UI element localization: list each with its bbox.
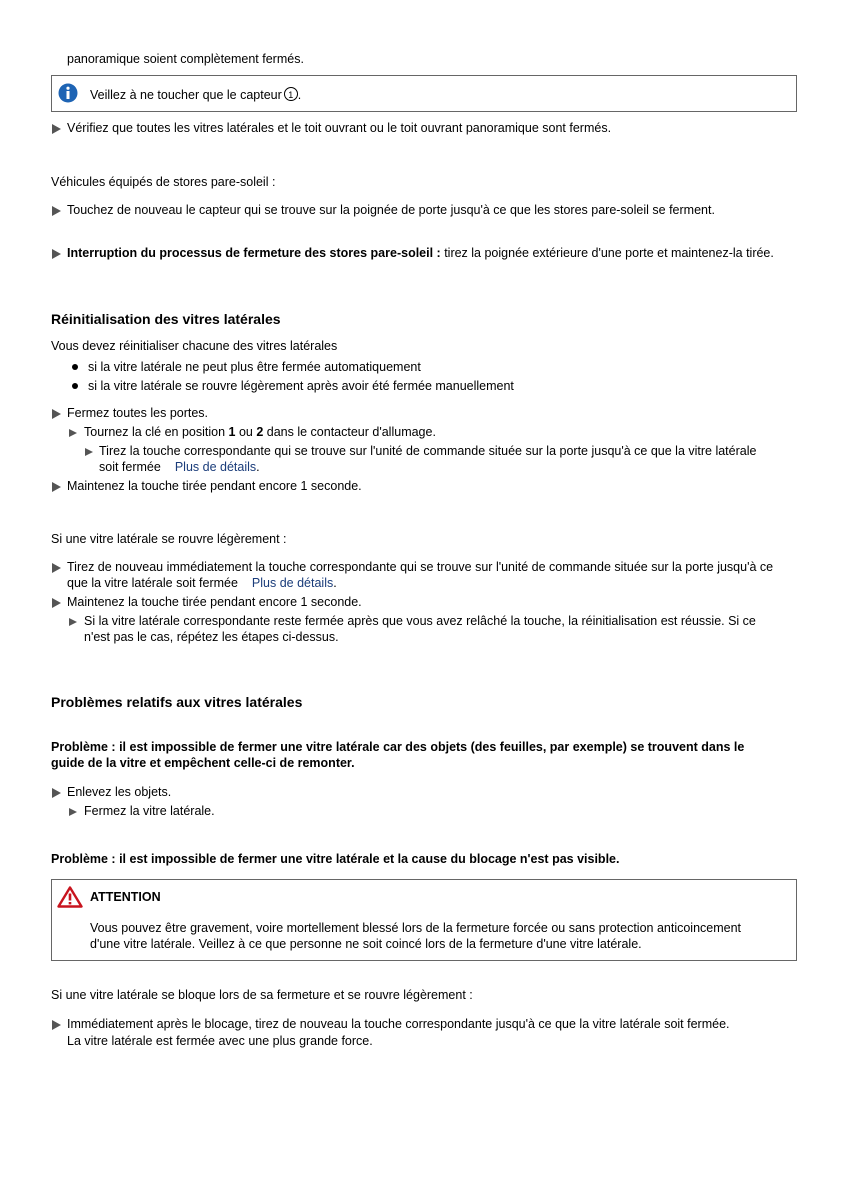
reset-step-3-line-1: Tirez la touche correspondante qui se trouve sur l'unité de commande située sur la porte jusqu'à ce que la vitre latérale [99,444,757,458]
arrow-icon [52,409,61,419]
problem-1-line-1: Problème : il est impossible de fermer une vitre latérale car des objets (des feuilles, par exemple) se trouvent dans le [51,740,745,754]
problem-2: Problème : il est impossible de fermer une vitre latérale et la cause du blocage n'est pas visible. [51,852,620,866]
info-note [51,75,797,112]
reopen-step-3-line-1: Si la vitre latérale correspondante reste fermée après que vous avez relâché la touche, la réinitialisation est réussie. Si ce [84,614,756,628]
warning-title: ATTENTION [90,890,161,904]
more-details-link[interactable]: Plus de détails [174,460,257,474]
reopen-step-1-line-2: que la vitre latérale soit fermée Plus de détails. [67,576,337,590]
arrow-icon [52,598,61,608]
reopen-step-1-line-1: Tirez de nouveau immédiatement la touche correspondante qui se trouve sur l'unité de commande située sur la porte jusqu'à ce [67,560,774,574]
verify-step: Vérifiez que toutes les vitres latérales et le toit ouvrant ou le toit ouvrant panoramique sont fermés. [67,121,612,135]
arrow-icon [52,206,61,216]
problem-1-step-1: Enlevez les objets. [67,785,172,799]
warning-text-line-1: Vous pouvez être gravement, voire mortellement blessé lors de la fermeture forcée ou sans protection anticoincement [90,921,742,935]
arrow-icon [52,563,61,573]
bullet-icon [72,383,78,389]
reset-step-1: Fermez toutes les portes. [67,406,209,420]
arrow-icon [69,618,77,626]
warning-box [51,879,797,961]
reset-bullet-1: si la vitre latérale ne peut plus être fermée automatiquement [88,360,421,374]
reset-step-3-line-2: soit fermée Plus de détails. [99,460,260,474]
reset-step-2: Tournez la clé en position 1 ou 2 dans le contacteur d'allumage. [84,425,436,439]
bullet-icon [72,364,78,370]
reset-intro: Vous devez réinitialiser chacune des vitres latérales [51,339,338,353]
arrow-icon [52,249,61,259]
sunblind-intro: Véhicules équipés de stores pare-soleil : [51,175,276,189]
continued-text: panoramique soient complètement fermés. [67,52,304,66]
reset-bullet-2: si la vitre latérale se rouvre légèrement après avoir été fermée manuellement [88,379,514,393]
block-step-line-2: La vitre latérale est fermée avec une plus grande force. [67,1034,373,1048]
arrow-icon [85,448,93,456]
sunblind-step: Touchez de nouveau le capteur qui se trouve sur la poignée de porte jusqu'à ce que les stores pare-soleil se ferment. [67,203,715,217]
arrow-icon [52,482,61,492]
warning-text-line-2: d'une vitre latérale. Veillez à ce que personne ne soit coincé lors de la fermeture d'une vitre latérale. [90,937,642,951]
arrow-icon [69,429,77,437]
reset-step-4: Maintenez la touche tirée pendant encore 1 seconde. [67,479,362,493]
section-title-reset: Réinitialisation des vitres latérales [51,311,281,327]
arrow-icon [69,808,77,816]
block-step-line-1: Immédiatement après le blocage, tirez de nouveau la touche correspondante jusqu'à ce que la vitre latérale soit fermée. [67,1017,730,1031]
section-title-problems: Problèmes relatifs aux vitres latérales [51,694,303,710]
arrow-icon [52,124,61,134]
info-note-text: Veillez à ne toucher que le capteur 1 . [90,88,302,102]
more-details-link[interactable]: Plus de détails [251,576,334,590]
reopen-step-2: Maintenez la touche tirée pendant encore 1 seconde. [67,595,362,609]
sensor-symbol: 1 [284,87,298,101]
reopen-step-3-line-2: n'est pas le cas, répétez les étapes ci-dessus. [84,630,339,644]
info-icon [58,83,78,103]
problem-1-step-2: Fermez la vitre latérale. [84,804,215,818]
problem-1-line-2: guide de la vitre et empêchent celle-ci de remonter. [51,756,355,770]
block-intro: Si une vitre latérale se bloque lors de sa fermeture et se rouvre légèrement : [51,988,473,1002]
warning-icon [57,886,83,908]
reopen-intro: Si une vitre latérale se rouvre légèrement : [51,532,287,546]
arrow-icon [52,788,61,798]
interrupt-step: Interruption du processus de fermeture des stores pare-soleil : tirez la poignée extérieure d'une porte et maintenez-la tirée. [67,246,774,260]
arrow-icon [52,1020,61,1030]
